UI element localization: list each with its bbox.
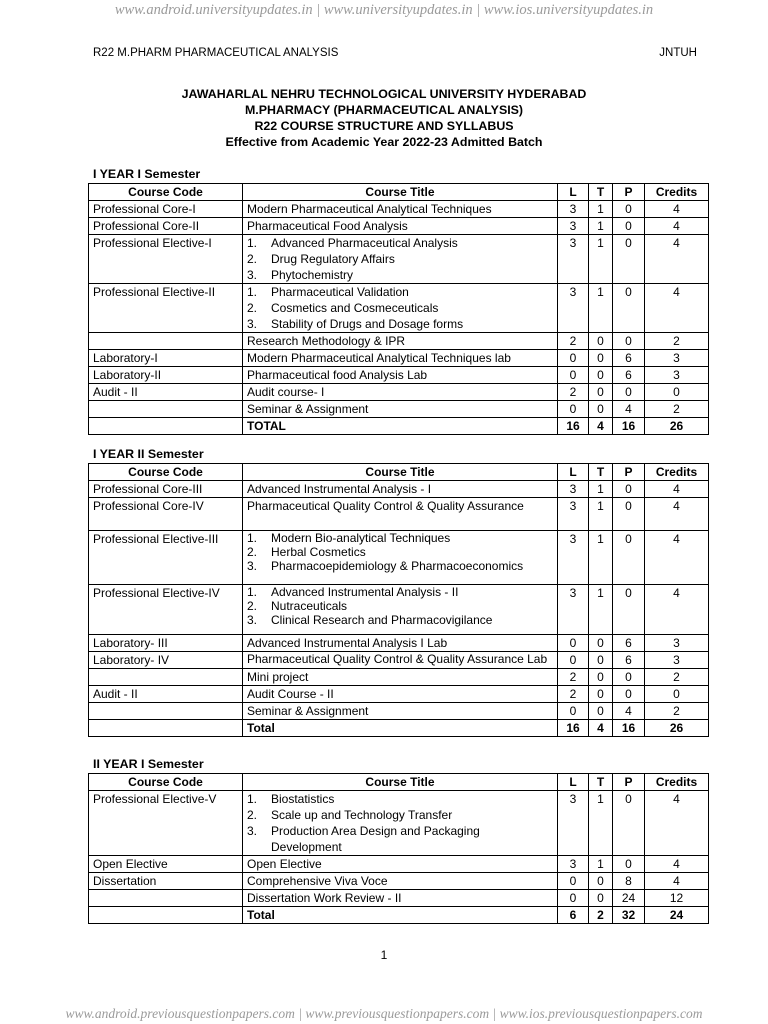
running-header-left: R22 M.PHARM PHARMACEUTICAL ANALYSIS [93,47,339,59]
credits: 4 [645,201,709,218]
lecture-hours: 3 [558,791,589,856]
col-header-title: Course Title [243,774,558,791]
tutorial-hours: 0 [589,401,613,418]
course-code: Laboratory-II [89,367,243,384]
lecture-hours: 0 [558,873,589,890]
total-tutorial-hours: 4 [589,418,613,435]
total-label: Total [243,720,558,737]
course-title: Pharmaceutical Quality Control & Quality Assurance Lab [243,652,558,669]
course-code [89,401,243,418]
col-header-credits: Credits [645,774,709,791]
practical-hours: 0 [613,201,645,218]
elective-option: 2. Cosmetics and Cosmeceuticals [247,301,439,315]
table-row [89,201,709,218]
total-lecture-hours: 6 [558,907,589,924]
course-code: Professional Core-II [89,218,243,235]
credits: 2 [645,669,709,686]
lecture-hours: 0 [558,890,589,907]
credits: 2 [645,401,709,418]
semester-heading: I YEAR I Semester [93,167,201,181]
credits: 4 [645,873,709,890]
course-title: Advanced Instrumental Analysis I Lab [243,635,558,652]
practical-hours: 0 [613,284,645,333]
course-code [89,669,243,686]
practical-hours: 0 [613,218,645,235]
lecture-hours: 0 [558,350,589,367]
lecture-hours: 3 [558,218,589,235]
col-header-title: Course Title [243,464,558,481]
lecture-hours: 3 [558,585,589,635]
elective-options [243,531,558,585]
practical-hours: 24 [613,890,645,907]
course-code: Professional Elective-I [89,235,243,284]
document-title-block [0,86,768,150]
course-title: Pharmaceutical food Analysis Lab [243,367,558,384]
program-title: M.PHARMACY (PHARMACEUTICAL ANALYSIS) [244,103,524,117]
credits: 4 [645,856,709,873]
lecture-hours: 0 [558,367,589,384]
practical-hours: 0 [613,498,645,531]
elective-option: 3. Production Area Design and Packaging Development [247,824,480,854]
course-code: Laboratory- IV [89,652,243,669]
col-header-code: Course Code [89,184,243,201]
course-title: Advanced Instrumental Analysis - I [243,481,558,498]
total-lecture-hours: 16 [558,720,589,737]
course-code: Professional Elective-IV [89,585,243,635]
elective-options [243,284,558,333]
credits: 4 [645,585,709,635]
table-header-row [89,774,709,791]
course-code [89,333,243,350]
elective-option: 2. Drug Regulatory Affairs [247,252,395,266]
total-credits: 26 [645,720,709,737]
semester-heading: II YEAR I Semester [93,757,204,771]
credits: 0 [645,384,709,401]
course-title: Comprehensive Viva Voce [243,873,558,890]
course-code: Professional Core-I [89,201,243,218]
table-row [89,791,709,856]
elective-option: 3. Clinical Research and Pharmacovigilance [247,613,493,627]
lecture-hours: 3 [558,531,589,585]
col-header-t: T [589,464,613,481]
total-practical-hours: 16 [613,418,645,435]
credits: 4 [645,218,709,235]
practical-hours: 8 [613,873,645,890]
total-credits: 26 [645,418,709,435]
table-row [89,890,709,907]
total-blank [89,418,243,435]
practical-hours: 4 [613,401,645,418]
running-header-right: JNTUH [659,47,697,59]
credits: 4 [645,498,709,531]
elective-options [243,791,558,856]
tutorial-hours: 0 [589,350,613,367]
table-row [89,284,709,333]
total-label: TOTAL [243,418,558,435]
course-title: Modern Pharmaceutical Analytical Techniques [243,201,558,218]
total-row [89,720,709,737]
course-code: Laboratory-I [89,350,243,367]
course-code: Audit - II [89,686,243,703]
course-code: Professional Core-III [89,481,243,498]
practical-hours: 0 [613,856,645,873]
tutorial-hours: 0 [589,333,613,350]
lecture-hours: 0 [558,703,589,720]
table-row [89,585,709,635]
course-title: Seminar & Assignment [243,703,558,720]
elective-option: 2. Herbal Cosmetics [247,545,366,559]
total-blank [89,720,243,737]
total-blank [89,907,243,924]
credits: 3 [645,652,709,669]
col-header-p: P [613,184,645,201]
tutorial-hours: 0 [589,652,613,669]
col-header-t: T [589,774,613,791]
col-header-credits: Credits [645,184,709,201]
tutorial-hours: 0 [589,384,613,401]
lecture-hours: 3 [558,284,589,333]
lecture-hours: 2 [558,669,589,686]
course-table-sem2 [88,463,709,737]
credits: 3 [645,367,709,384]
lecture-hours: 2 [558,384,589,401]
table-row [89,531,709,585]
table-row [89,635,709,652]
course-table-sem3 [88,773,709,924]
tutorial-hours: 0 [589,873,613,890]
lecture-hours: 3 [558,856,589,873]
course-code [89,890,243,907]
col-header-l: L [558,464,589,481]
elective-option: 3. Stability of Drugs and Dosage forms [247,317,464,331]
credits: 4 [645,531,709,585]
table-row [89,481,709,498]
course-code [89,703,243,720]
course-title: Pharmaceutical Quality Control & Quality Assurance [243,498,558,531]
credits: 4 [645,481,709,498]
table-row [89,498,709,531]
tutorial-hours: 1 [589,284,613,333]
course-title: Open Elective [243,856,558,873]
course-title: Dissertation Work Review - II [243,890,558,907]
col-header-l: L [558,774,589,791]
course-code: Audit - II [89,384,243,401]
lecture-hours: 3 [558,498,589,531]
lecture-hours: 0 [558,401,589,418]
course-title: Audit Course - II [243,686,558,703]
tutorial-hours: 1 [589,235,613,284]
tutorial-hours: 1 [589,856,613,873]
elective-option: 2. Scale up and Technology Transfer [247,808,453,822]
total-tutorial-hours: 4 [589,720,613,737]
tutorial-hours: 1 [589,218,613,235]
credits: 2 [645,333,709,350]
effective-title: Effective from Academic Year 2022-23 Admitted Batch [225,135,543,149]
credits: 4 [645,791,709,856]
col-header-title: Course Title [243,184,558,201]
elective-option: 1. Modern Bio-analytical Techniques [247,531,451,545]
credits: 2 [645,703,709,720]
tutorial-hours: 0 [589,703,613,720]
tutorial-hours: 1 [589,531,613,585]
table-row [89,703,709,720]
course-code: Laboratory- III [89,635,243,652]
elective-options [243,585,558,635]
practical-hours: 0 [613,791,645,856]
tutorial-hours: 0 [589,669,613,686]
tutorial-hours: 0 [589,635,613,652]
table-row [89,652,709,669]
lecture-hours: 2 [558,686,589,703]
tutorial-hours: 1 [589,481,613,498]
practical-hours: 0 [613,384,645,401]
university-title: JAWAHARLAL NEHRU TECHNOLOGICAL UNIVERSITY HYDERABAD [181,87,587,101]
credits: 3 [645,350,709,367]
credits: 12 [645,890,709,907]
table-header-row [89,184,709,201]
practical-hours: 0 [613,531,645,585]
lecture-hours: 3 [558,201,589,218]
tutorial-hours: 1 [589,498,613,531]
practical-hours: 6 [613,635,645,652]
col-header-p: P [613,464,645,481]
table-row [89,367,709,384]
credits: 4 [645,235,709,284]
elective-option: 3. Phytochemistry [247,268,354,282]
structure-title: R22 COURSE STRUCTURE AND SYLLABUS [254,119,514,133]
watermark-bottom: www.android.previousquestionpapers.com | www.previousquestionpapers.com | www.ios.previousquestionpapers.com [65,1006,703,1021]
elective-options [243,235,558,284]
practical-hours: 0 [613,585,645,635]
table-row [89,350,709,367]
tutorial-hours: 0 [589,890,613,907]
tutorial-hours: 0 [589,367,613,384]
semester-heading: I YEAR II Semester [93,447,204,461]
elective-option: 1. Advanced Pharmaceutical Analysis [247,236,458,250]
tutorial-hours: 0 [589,686,613,703]
col-header-code: Course Code [89,464,243,481]
practical-hours: 0 [613,333,645,350]
col-header-t: T [589,184,613,201]
course-title: Modern Pharmaceutical Analytical Techniques lab [243,350,558,367]
credits: 4 [645,284,709,333]
table-row [89,235,709,284]
elective-option: 1. Pharmaceutical Validation [247,285,409,299]
lecture-hours: 3 [558,481,589,498]
total-lecture-hours: 16 [558,418,589,435]
table-header-row [89,464,709,481]
tutorial-hours: 1 [589,791,613,856]
course-title: Mini project [243,669,558,686]
table-row [89,384,709,401]
course-code: Open Elective [89,856,243,873]
course-code: Professional Elective-II [89,284,243,333]
course-table-sem1 [88,183,709,435]
lecture-hours: 3 [558,235,589,284]
table-row [89,856,709,873]
practical-hours: 0 [613,686,645,703]
course-code: Dissertation [89,873,243,890]
total-credits: 24 [645,907,709,924]
page-number: 1 [380,948,388,962]
col-header-p: P [613,774,645,791]
practical-hours: 6 [613,652,645,669]
tutorial-hours: 1 [589,201,613,218]
lecture-hours: 2 [558,333,589,350]
col-header-code: Course Code [89,774,243,791]
course-title: Pharmaceutical Food Analysis [243,218,558,235]
total-tutorial-hours: 2 [589,907,613,924]
table-row [89,333,709,350]
elective-option: 1. Biostatistics [247,792,335,806]
credits: 0 [645,686,709,703]
total-label: Total [243,907,558,924]
course-code: Professional Elective-III [89,531,243,585]
course-code: Professional Core-IV [89,498,243,531]
table-row [89,401,709,418]
course-title: Seminar & Assignment [243,401,558,418]
total-practical-hours: 16 [613,720,645,737]
elective-option: 2. Nutraceuticals [247,599,348,613]
course-code: Professional Elective-V [89,791,243,856]
elective-option: 3. Pharmacoepidemiology & Pharmacoeconomics [247,559,524,573]
tutorial-hours: 1 [589,585,613,635]
practical-hours: 0 [613,235,645,284]
lecture-hours: 0 [558,652,589,669]
course-title: Research Methodology & IPR [243,333,558,350]
table-row [89,218,709,235]
table-row [89,669,709,686]
col-header-l: L [558,184,589,201]
practical-hours: 6 [613,367,645,384]
col-header-credits: Credits [645,464,709,481]
total-practical-hours: 32 [613,907,645,924]
practical-hours: 4 [613,703,645,720]
table-row [89,686,709,703]
credits: 3 [645,635,709,652]
practical-hours: 6 [613,350,645,367]
elective-option: 1. Advanced Instrumental Analysis - II [247,585,459,599]
practical-hours: 0 [613,481,645,498]
watermark-top: www.android.universityupdates.in | www.universityupdates.in | www.ios.universityupdates.in [114,2,654,18]
total-row [89,418,709,435]
practical-hours: 0 [613,669,645,686]
table-row [89,873,709,890]
course-title: Audit course- I [243,384,558,401]
total-row [89,907,709,924]
lecture-hours: 0 [558,635,589,652]
